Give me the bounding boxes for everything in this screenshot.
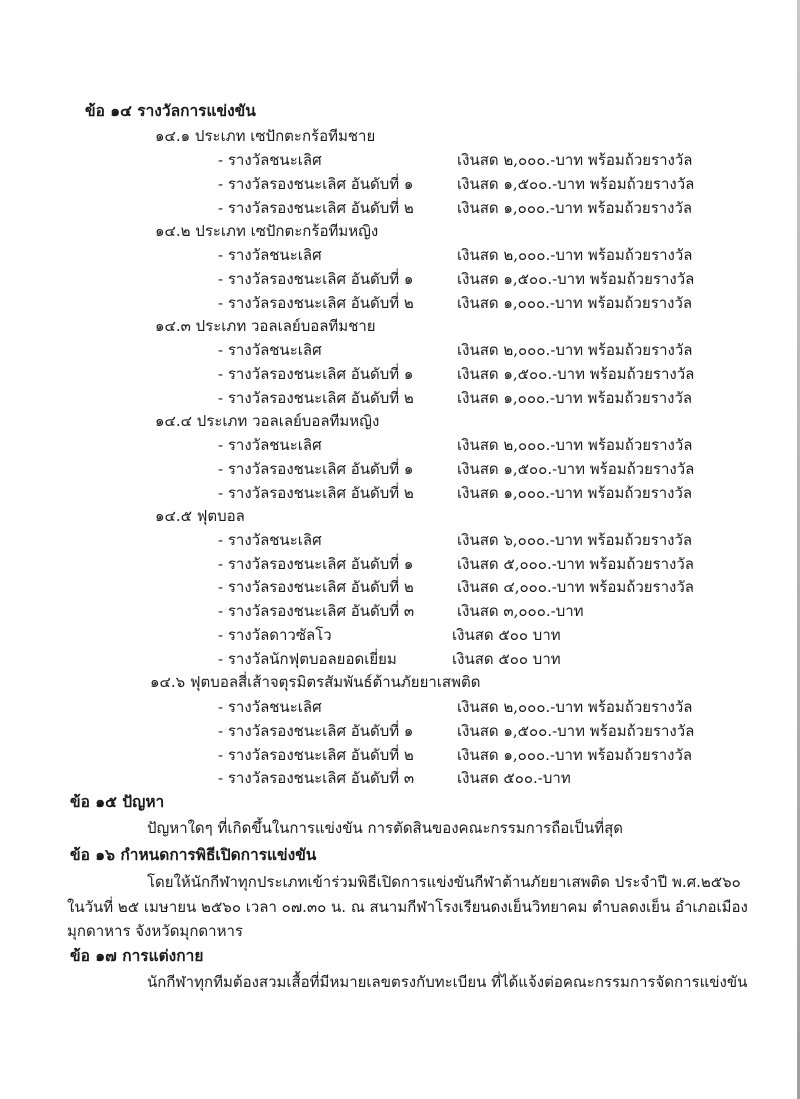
section-15-text: ปัญหาใดๆ ที่เกิดขึ้นในการแข่งขัน การตัดสินของคณะกรรมการถือเป็นที่สุด xyxy=(147,819,623,837)
prize-label: - รางวัลรองชนะเลิศ อันดับที่ ๓ xyxy=(218,602,415,620)
section-16-line-2: ในวันที่ ๒๕ เมษายน ๒๕๖๐ เวลา ๐๗.๓๐ น. ณ สนามกีฬาโรงเรียนดงเย็นวิทยาคม ตำบลดงเย็น อำเภอเมือง xyxy=(67,898,748,916)
prize-label: - รางวัลนักฟุตบอลยอดเยี่ยม xyxy=(218,650,397,668)
prize-label: - รางวัลรองชนะเลิศ อันดับที่ ๑ xyxy=(218,722,414,740)
prize-label: - รางวัลชนะเลิศ xyxy=(218,246,322,264)
prize-amount: เงินสด ๑,๐๐๐.-บาท พร้อมถ้วยรางวัล xyxy=(457,199,693,217)
prize-label: - รางวัลรองชนะเลิศ อันดับที่ ๒ xyxy=(218,199,414,217)
prize-label: - รางวัลรองชนะเลิศ อันดับที่ ๒ xyxy=(218,746,414,764)
prize-amount: เงินสด ๑,๐๐๐.-บาท พร้อมถ้วยรางวัล xyxy=(457,294,693,312)
prize-amount: เงินสด ๑,๕๐๐.-บาท พร้อมถ้วยรางวัล xyxy=(457,270,695,288)
prize-label: - รางวัลรองชนะเลิศ อันดับที่ ๑ xyxy=(218,365,414,383)
prize-label: - รางวัลรองชนะเลิศ อันดับที่ ๒ xyxy=(218,389,414,407)
prize-label: - รางวัลรองชนะเลิศ อันดับที่ ๑ xyxy=(218,555,414,573)
prize-label: - รางวัลรองชนะเลิศ อันดับที่ ๒ xyxy=(218,578,414,596)
prize-amount: เงินสด ๒,๐๐๐.-บาท พร้อมถ้วยรางวัล xyxy=(457,436,693,454)
category-heading: ๑๔.๔ ประเภท วอลเลย์บอลทีมหญิง xyxy=(155,412,380,430)
prize-amount: เงินสด ๕๐๐ บาท xyxy=(452,650,561,668)
prize-amount: เงินสด ๑,๐๐๐.-บาท พร้อมถ้วยรางวัล xyxy=(457,746,693,764)
category-heading: ๑๔.๑ ประเภท เซปักตะกร้อทีมชาย xyxy=(155,127,376,145)
prize-amount: เงินสด ๓,๐๐๐.-บาท xyxy=(457,602,584,620)
prize-label: - รางวัลชนะเลิศ xyxy=(218,698,322,716)
section-14-title: ข้อ ๑๔ รางวัลการแข่งขัน xyxy=(85,101,256,120)
prize-label: - รางวัลรองชนะเลิศ อันดับที่ ๓ xyxy=(218,769,415,787)
section-16-line-1: โดยให้นักกีฬาทุกประเภทเข้าร่วมพิธีเปิดการแข่งขันกีฬาต้านภัยยาเสพติด ประจำปี พ.ศ.๒๕๖๐ xyxy=(147,873,741,891)
prize-label: - รางวัลรองชนะเลิศ อันดับที่ ๑ xyxy=(218,460,414,478)
prize-amount: เงินสด ๖,๐๐๐.-บาท พร้อมถ้วยรางวัล xyxy=(457,531,693,549)
section-16-line-3: มุกดาหาร จังหวัดมุกดาหาร xyxy=(67,922,243,940)
prize-amount: เงินสด ๑,๐๐๐.-บาท พร้อมถ้วยรางวัล xyxy=(457,389,693,407)
section-16-title: ข้อ ๑๖ กำหนดการพิธีเปิดการแข่งขัน xyxy=(70,845,317,864)
prize-amount: เงินสด ๕๐๐ บาท xyxy=(452,626,561,644)
prize-amount: เงินสด ๒,๐๐๐.-บาท พร้อมถ้วยรางวัล xyxy=(457,151,693,169)
section-17-text: นักกีฬาทุกทีมต้องสวมเสื้อที่มีหมายเลขตรงกับทะเบียน ที่ได้แจ้งต่อคณะกรรมการจัดการแข่งขัน xyxy=(147,973,748,991)
prize-label: - รางวัลชนะเลิศ xyxy=(218,341,322,359)
prize-label: - รางวัลดาวซัลโว xyxy=(218,626,332,644)
section-17-title: ข้อ ๑๗ การแต่งกาย xyxy=(70,946,204,965)
prize-amount: เงินสด ๑,๕๐๐.-บาท พร้อมถ้วยรางวัล xyxy=(457,722,695,740)
prize-amount: เงินสด ๕๐๐.-บาท xyxy=(457,769,571,787)
prize-amount: เงินสด ๒,๐๐๐.-บาท พร้อมถ้วยรางวัล xyxy=(457,246,693,264)
prize-label: - รางวัลชนะเลิศ xyxy=(218,151,322,169)
category-heading: ๑๔.๖ ฟุตบอลสี่เส้าจตุรมิตรสัมพันธ์ต้านภัยยาเสพติด xyxy=(150,673,481,691)
prize-label: - รางวัลรองชนะเลิศ อันดับที่ ๒ xyxy=(218,294,414,312)
section-15-title: ข้อ ๑๕ ปัญหา xyxy=(70,792,165,811)
prize-label: - รางวัลชนะเลิศ xyxy=(218,531,322,549)
prize-label: - รางวัลรองชนะเลิศ อันดับที่ ๑ xyxy=(218,270,414,288)
prize-amount: เงินสด ๕,๐๐๐.-บาท พร้อมถ้วยรางวัล xyxy=(457,555,694,573)
prize-amount: เงินสด ๑,๕๐๐.-บาท พร้อมถ้วยรางวัล xyxy=(457,365,695,383)
prize-amount: เงินสด ๑,๕๐๐.-บาท พร้อมถ้วยรางวัล xyxy=(457,460,695,478)
prize-label: - รางวัลรองชนะเลิศ อันดับที่ ๑ xyxy=(218,175,414,193)
prize-label: - รางวัลชนะเลิศ xyxy=(218,436,322,454)
prize-amount: เงินสด ๒,๐๐๐.-บาท พร้อมถ้วยรางวัล xyxy=(457,698,693,716)
prize-label: - รางวัลรองชนะเลิศ อันดับที่ ๒ xyxy=(218,484,414,502)
prize-amount: เงินสด ๑,๕๐๐.-บาท พร้อมถ้วยรางวัล xyxy=(457,175,695,193)
category-heading: ๑๔.๕ ฟุตบอล xyxy=(155,507,245,525)
prize-amount: เงินสด ๔,๐๐๐.-บาท พร้อมถ้วยรางวัล xyxy=(457,578,694,596)
prize-amount: เงินสด ๑,๐๐๐.-บาท พร้อมถ้วยรางวัล xyxy=(457,484,693,502)
category-heading: ๑๔.๒ ประเภท เซปักตะกร้อทีมหญิง xyxy=(155,222,379,240)
prize-amount: เงินสด ๒,๐๐๐.-บาท พร้อมถ้วยรางวัล xyxy=(457,341,693,359)
category-heading: ๑๔.๓ ประเภท วอลเลย์บอลทีมชาย xyxy=(155,317,376,335)
